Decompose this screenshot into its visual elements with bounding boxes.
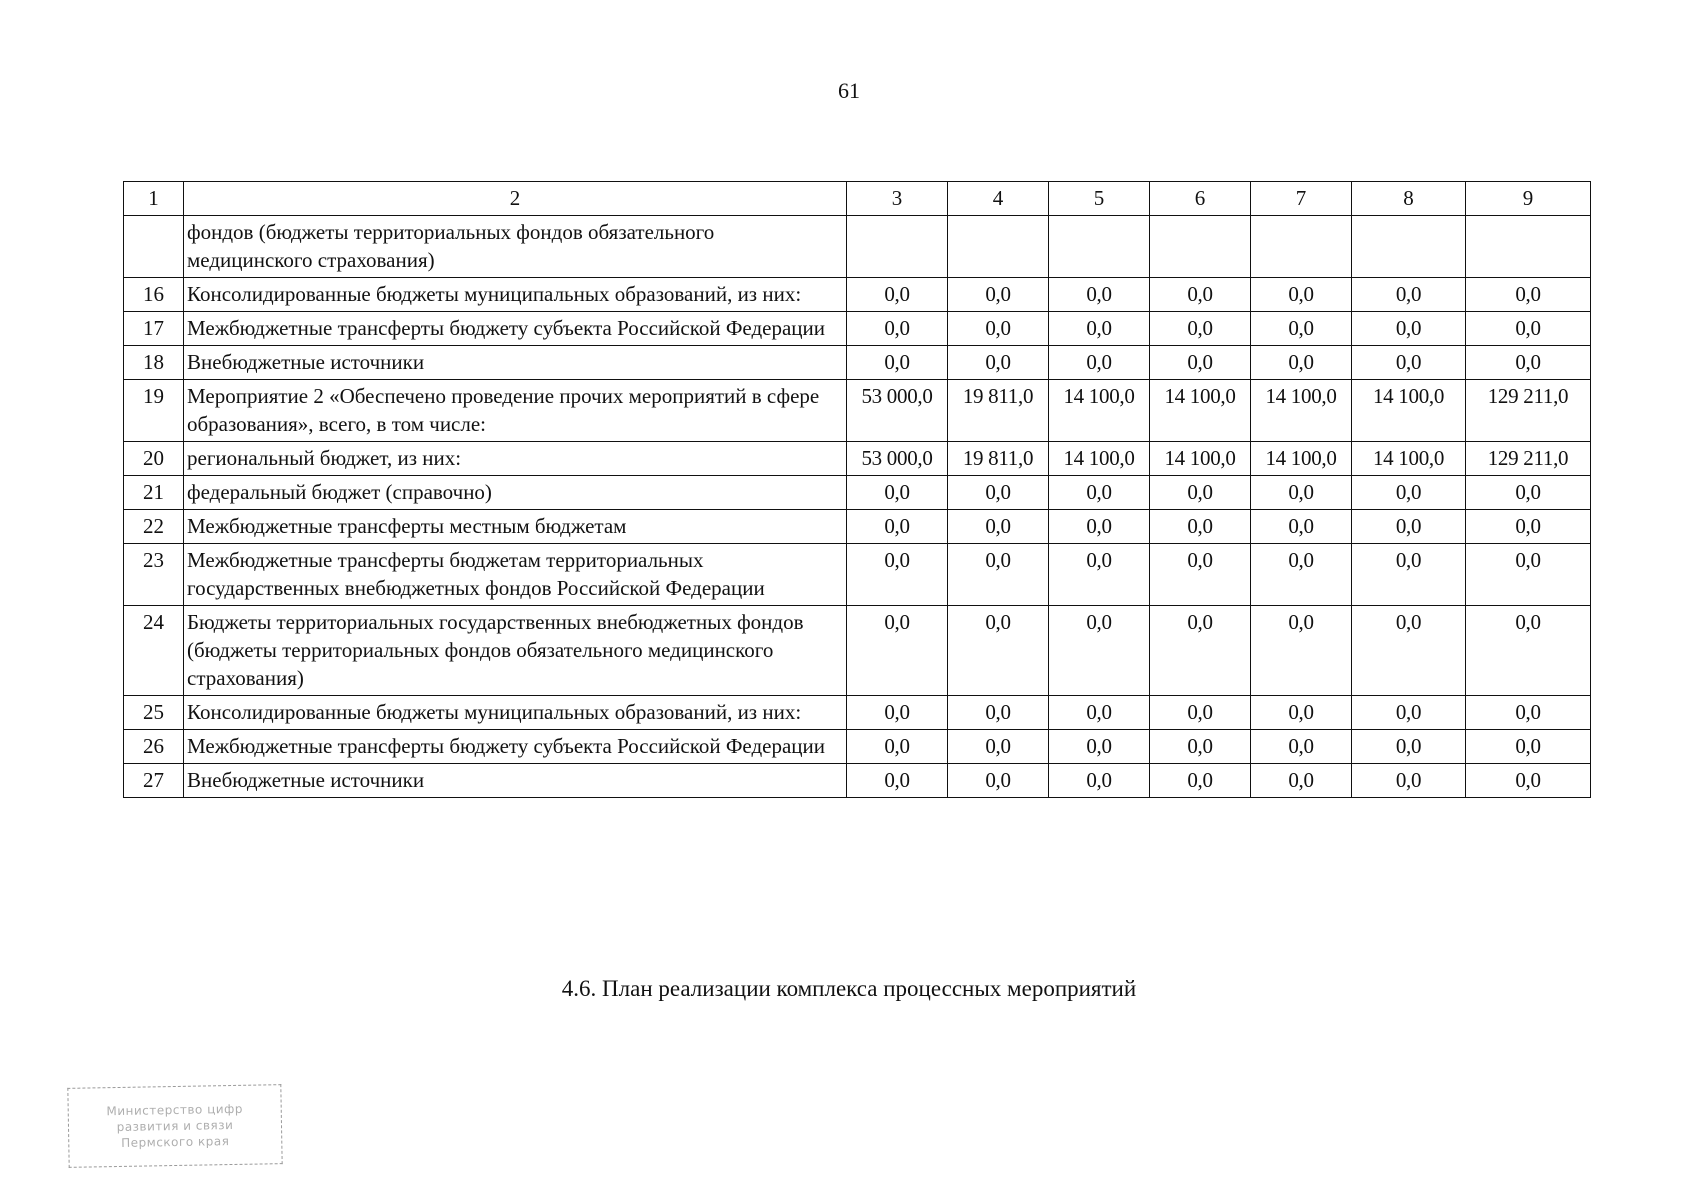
value-cell: 0,0 xyxy=(1150,544,1251,606)
row-name: Межбюджетные трансферты местным бюджетам xyxy=(184,510,847,544)
value-cell: 19 811,0 xyxy=(948,380,1049,442)
column-header: 3 xyxy=(847,182,948,216)
row-name: Консолидированные бюджеты муниципальных образований, из них: xyxy=(184,278,847,312)
row-number: 24 xyxy=(124,606,184,696)
section-heading: 4.6. План реализации комплекса процессных мероприятий xyxy=(561,976,1137,1001)
value-cell: 14 100,0 xyxy=(1049,442,1150,476)
column-header: 9 xyxy=(1466,182,1591,216)
value-cell: 0,0 xyxy=(1251,730,1352,764)
value-cell: 129 211,0 xyxy=(1466,442,1591,476)
value-cell: 0,0 xyxy=(1466,510,1591,544)
value-cell: 0,0 xyxy=(1150,346,1251,380)
row-name: Межбюджетные трансферты бюджетам территориальных государственных внебюджетных фондов Российской Федерации xyxy=(184,544,847,606)
table-row xyxy=(124,346,1591,380)
row-number: 23 xyxy=(124,544,184,606)
value-cell: 0,0 xyxy=(1352,544,1466,606)
value-cell xyxy=(1352,216,1466,278)
row-name: Межбюджетные трансферты бюджету субъекта Российской Федерации xyxy=(184,730,847,764)
budget-table-body xyxy=(124,182,1591,798)
row-name: Межбюджетные трансферты бюджету субъекта Российской Федерации xyxy=(184,312,847,346)
value-cell: 0,0 xyxy=(1150,696,1251,730)
row-name: Внебюджетные источники xyxy=(184,346,847,380)
value-cell: 0,0 xyxy=(847,278,948,312)
row-name: Консолидированные бюджеты муниципальных образований, из них: xyxy=(184,696,847,730)
value-cell: 53 000,0 xyxy=(847,380,948,442)
value-cell: 0,0 xyxy=(1251,312,1352,346)
row-name: Мероприятие 2 «Обеспечено проведение прочих мероприятий в сфере образования», всего, в том числе: xyxy=(184,380,847,442)
value-cell: 0,0 xyxy=(847,696,948,730)
value-cell: 53 000,0 xyxy=(847,442,948,476)
row-number: 17 xyxy=(124,312,184,346)
row-name: Внебюджетные источники xyxy=(184,764,847,798)
value-cell: 0,0 xyxy=(1352,510,1466,544)
row-number: 21 xyxy=(124,476,184,510)
column-header: 5 xyxy=(1049,182,1150,216)
value-cell: 0,0 xyxy=(847,606,948,696)
value-cell: 0,0 xyxy=(1466,606,1591,696)
row-number: 18 xyxy=(124,346,184,380)
value-cell: 0,0 xyxy=(1049,312,1150,346)
value-cell: 0,0 xyxy=(948,476,1049,510)
table-row xyxy=(124,510,1591,544)
value-cell: 0,0 xyxy=(1352,730,1466,764)
value-cell: 0,0 xyxy=(1150,476,1251,510)
value-cell: 129 211,0 xyxy=(1466,380,1591,442)
row-number: 26 xyxy=(124,730,184,764)
value-cell: 0,0 xyxy=(1049,696,1150,730)
column-header: 4 xyxy=(948,182,1049,216)
table-row xyxy=(124,730,1591,764)
row-name: фондов (бюджеты территориальных фондов обязательного медицинского страхования) xyxy=(184,216,847,278)
value-cell: 0,0 xyxy=(847,764,948,798)
row-number: 27 xyxy=(124,764,184,798)
value-cell: 0,0 xyxy=(1049,606,1150,696)
value-cell: 0,0 xyxy=(1466,346,1591,380)
value-cell: 0,0 xyxy=(847,346,948,380)
value-cell: 0,0 xyxy=(1049,510,1150,544)
table-row xyxy=(124,442,1591,476)
stamp-line: Пермского края xyxy=(121,1133,230,1150)
value-cell: 14 100,0 xyxy=(1251,380,1352,442)
value-cell: 0,0 xyxy=(1150,510,1251,544)
value-cell: 0,0 xyxy=(1352,764,1466,798)
value-cell: 0,0 xyxy=(1150,278,1251,312)
table-row xyxy=(124,476,1591,510)
value-cell: 0,0 xyxy=(1251,696,1352,730)
table-header-row xyxy=(124,182,1591,216)
value-cell: 0,0 xyxy=(1251,510,1352,544)
column-header: 1 xyxy=(124,182,184,216)
value-cell: 0,0 xyxy=(1352,606,1466,696)
value-cell: 0,0 xyxy=(847,544,948,606)
value-cell: 0,0 xyxy=(1466,730,1591,764)
stamp-line: развития и связи xyxy=(116,1117,234,1134)
value-cell: 14 100,0 xyxy=(1150,442,1251,476)
value-cell: 0,0 xyxy=(948,764,1049,798)
table-row xyxy=(124,764,1591,798)
row-number: 22 xyxy=(124,510,184,544)
value-cell: 0,0 xyxy=(1466,696,1591,730)
value-cell: 0,0 xyxy=(948,696,1049,730)
table-row xyxy=(124,312,1591,346)
value-cell: 0,0 xyxy=(1150,764,1251,798)
value-cell: 0,0 xyxy=(1466,312,1591,346)
value-cell xyxy=(847,216,948,278)
row-number: 19 xyxy=(124,380,184,442)
row-name: Бюджеты территориальных государственных внебюджетных фондов (бюджеты территориальных фондов обязательного медицинского страхования) xyxy=(184,606,847,696)
row-number: 20 xyxy=(124,442,184,476)
value-cell: 14 100,0 xyxy=(1150,380,1251,442)
value-cell: 19 811,0 xyxy=(948,442,1049,476)
value-cell: 0,0 xyxy=(1150,312,1251,346)
value-cell: 0,0 xyxy=(847,730,948,764)
value-cell: 0,0 xyxy=(1049,278,1150,312)
value-cell: 0,0 xyxy=(1049,730,1150,764)
table-row xyxy=(124,216,1591,278)
value-cell xyxy=(1150,216,1251,278)
value-cell: 0,0 xyxy=(948,730,1049,764)
column-header: 8 xyxy=(1352,182,1466,216)
value-cell: 0,0 xyxy=(1352,312,1466,346)
row-name: региональный бюджет, из них: xyxy=(184,442,847,476)
value-cell: 0,0 xyxy=(948,312,1049,346)
value-cell: 0,0 xyxy=(1251,278,1352,312)
budget-table xyxy=(123,181,1591,798)
value-cell: 0,0 xyxy=(948,606,1049,696)
value-cell: 14 100,0 xyxy=(1352,380,1466,442)
value-cell: 0,0 xyxy=(1150,606,1251,696)
value-cell: 0,0 xyxy=(1251,544,1352,606)
value-cell: 0,0 xyxy=(1150,730,1251,764)
value-cell xyxy=(948,216,1049,278)
value-cell: 0,0 xyxy=(1352,278,1466,312)
column-header: 2 xyxy=(184,182,847,216)
table-row xyxy=(124,380,1591,442)
value-cell xyxy=(1466,216,1591,278)
table-row xyxy=(124,696,1591,730)
value-cell: 0,0 xyxy=(847,476,948,510)
value-cell: 0,0 xyxy=(948,544,1049,606)
table-row xyxy=(124,606,1591,696)
value-cell: 0,0 xyxy=(1466,278,1591,312)
value-cell xyxy=(1049,216,1150,278)
value-cell: 0,0 xyxy=(1251,476,1352,510)
value-cell: 0,0 xyxy=(1352,346,1466,380)
registration-stamp xyxy=(67,1084,282,1168)
value-cell: 14 100,0 xyxy=(1352,442,1466,476)
stamp-line: Министерство цифр xyxy=(106,1101,244,1118)
value-cell: 0,0 xyxy=(1251,764,1352,798)
table-row xyxy=(124,278,1591,312)
value-cell: 0,0 xyxy=(1049,476,1150,510)
column-header: 7 xyxy=(1251,182,1352,216)
value-cell: 0,0 xyxy=(948,278,1049,312)
value-cell: 0,0 xyxy=(1466,764,1591,798)
table-row xyxy=(124,544,1591,606)
value-cell: 0,0 xyxy=(948,346,1049,380)
value-cell: 14 100,0 xyxy=(1049,380,1150,442)
row-number: 16 xyxy=(124,278,184,312)
value-cell: 0,0 xyxy=(847,312,948,346)
value-cell: 0,0 xyxy=(1352,696,1466,730)
value-cell: 0,0 xyxy=(1049,764,1150,798)
row-number xyxy=(124,216,184,278)
row-name: федеральный бюджет (справочно) xyxy=(184,476,847,510)
value-cell: 0,0 xyxy=(1049,544,1150,606)
value-cell: 0,0 xyxy=(1466,476,1591,510)
page-number: 61 xyxy=(838,78,860,103)
column-header: 6 xyxy=(1150,182,1251,216)
value-cell: 0,0 xyxy=(1352,476,1466,510)
value-cell xyxy=(1251,216,1352,278)
value-cell: 0,0 xyxy=(847,510,948,544)
value-cell: 0,0 xyxy=(1466,544,1591,606)
value-cell: 0,0 xyxy=(948,510,1049,544)
value-cell: 0,0 xyxy=(1251,606,1352,696)
value-cell: 0,0 xyxy=(1251,346,1352,380)
row-number: 25 xyxy=(124,696,184,730)
value-cell: 0,0 xyxy=(1049,346,1150,380)
value-cell: 14 100,0 xyxy=(1251,442,1352,476)
